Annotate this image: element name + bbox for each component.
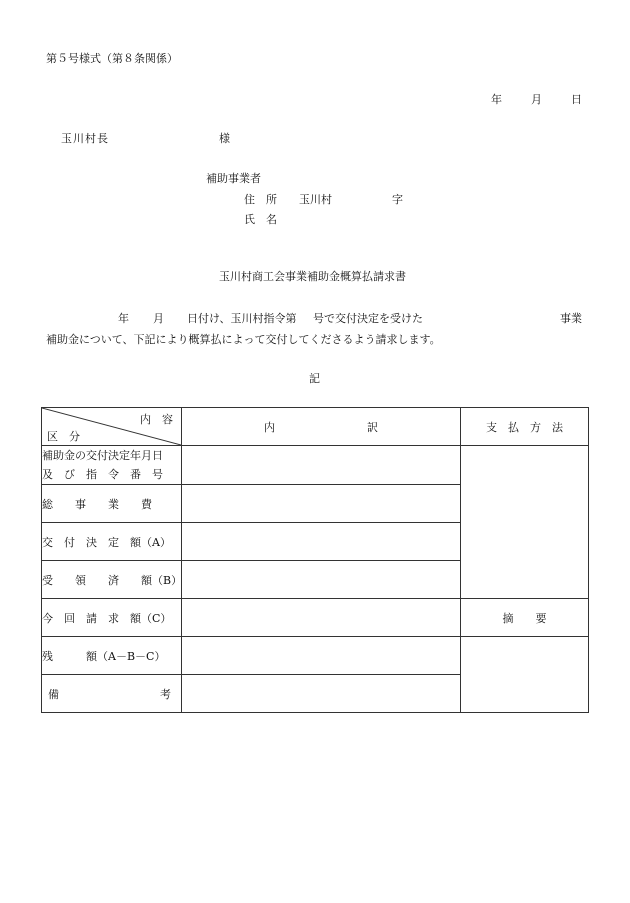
document-title: 玉川村商工会事業補助金概算払請求書 (219, 270, 406, 283)
date-day: 日 (571, 93, 582, 106)
remarks-header: 摘 要 (461, 599, 589, 637)
remarks-cell[interactable] (461, 637, 589, 713)
body-year: 年 (118, 312, 129, 325)
body-text-mid2: 号で交付決定を受けた (313, 312, 423, 325)
diagonal-header-cell (42, 408, 182, 446)
value-cell[interactable] (182, 675, 461, 713)
row-label-line1: 補助金の交付決定年月日 (42, 449, 163, 462)
table-row (42, 637, 589, 675)
value-cell[interactable] (182, 561, 461, 599)
value-cell[interactable] (182, 523, 461, 561)
notes-right-char: 考 (160, 687, 171, 701)
payment-method-cell[interactable] (461, 446, 589, 599)
table-row (42, 599, 589, 637)
row-label-received: 受 領 済 額（B） (42, 561, 182, 599)
value-cell[interactable] (182, 485, 461, 523)
row-label-grant-date (42, 446, 182, 485)
row-label-current-request: 今 回 請 求 額（C） (42, 599, 182, 637)
addressee-title: 玉川村長 (61, 132, 109, 145)
applicant-heading: 補助事業者 (206, 172, 261, 185)
body-text-mid: 日付け、玉川村指令第 (187, 312, 297, 325)
ki-label: 記 (309, 372, 320, 385)
value-cell[interactable] (182, 637, 461, 675)
row-label-notes (42, 675, 182, 713)
value-cell[interactable] (182, 599, 461, 637)
addressee-honorific: 様 (219, 132, 230, 145)
diag-top-label: 内 容 (140, 413, 173, 426)
breakdown-header (182, 408, 461, 446)
address-label: 住 所 (244, 193, 277, 206)
address-aza: 字 (392, 193, 403, 206)
row-label-grant-amount: 交 付 決 定 額（A） (42, 523, 182, 561)
breakdown-left-char: 内 (264, 420, 275, 434)
request-table (41, 407, 589, 713)
table-header-row (42, 408, 589, 446)
date-year: 年 (491, 93, 502, 106)
address-value: 玉川村 (299, 193, 332, 206)
payment-method-header: 支 払 方 法 (461, 408, 589, 446)
row-label-total-cost: 総 事 業 費 (42, 485, 182, 523)
value-cell[interactable] (182, 446, 461, 485)
table-row (42, 446, 589, 485)
form-number: 第５号様式（第８条関係） (46, 52, 178, 65)
breakdown-right-char: 訳 (367, 420, 378, 434)
name-label: 氏 名 (244, 213, 277, 226)
notes-left-char: 備 (48, 687, 59, 701)
body-project-suffix: 事業 (560, 312, 582, 325)
body-month: 月 (153, 312, 164, 325)
row-label-balance: 残 額（A－B－C） (42, 637, 182, 675)
row-label-line2: 及 び 指 令 番 号 (42, 468, 163, 481)
body-line2: 補助金について、下記により概算払によって交付してくださるよう請求します。 (46, 333, 441, 346)
date-month: 月 (531, 93, 542, 106)
diag-bottom-label: 区 分 (47, 430, 80, 443)
